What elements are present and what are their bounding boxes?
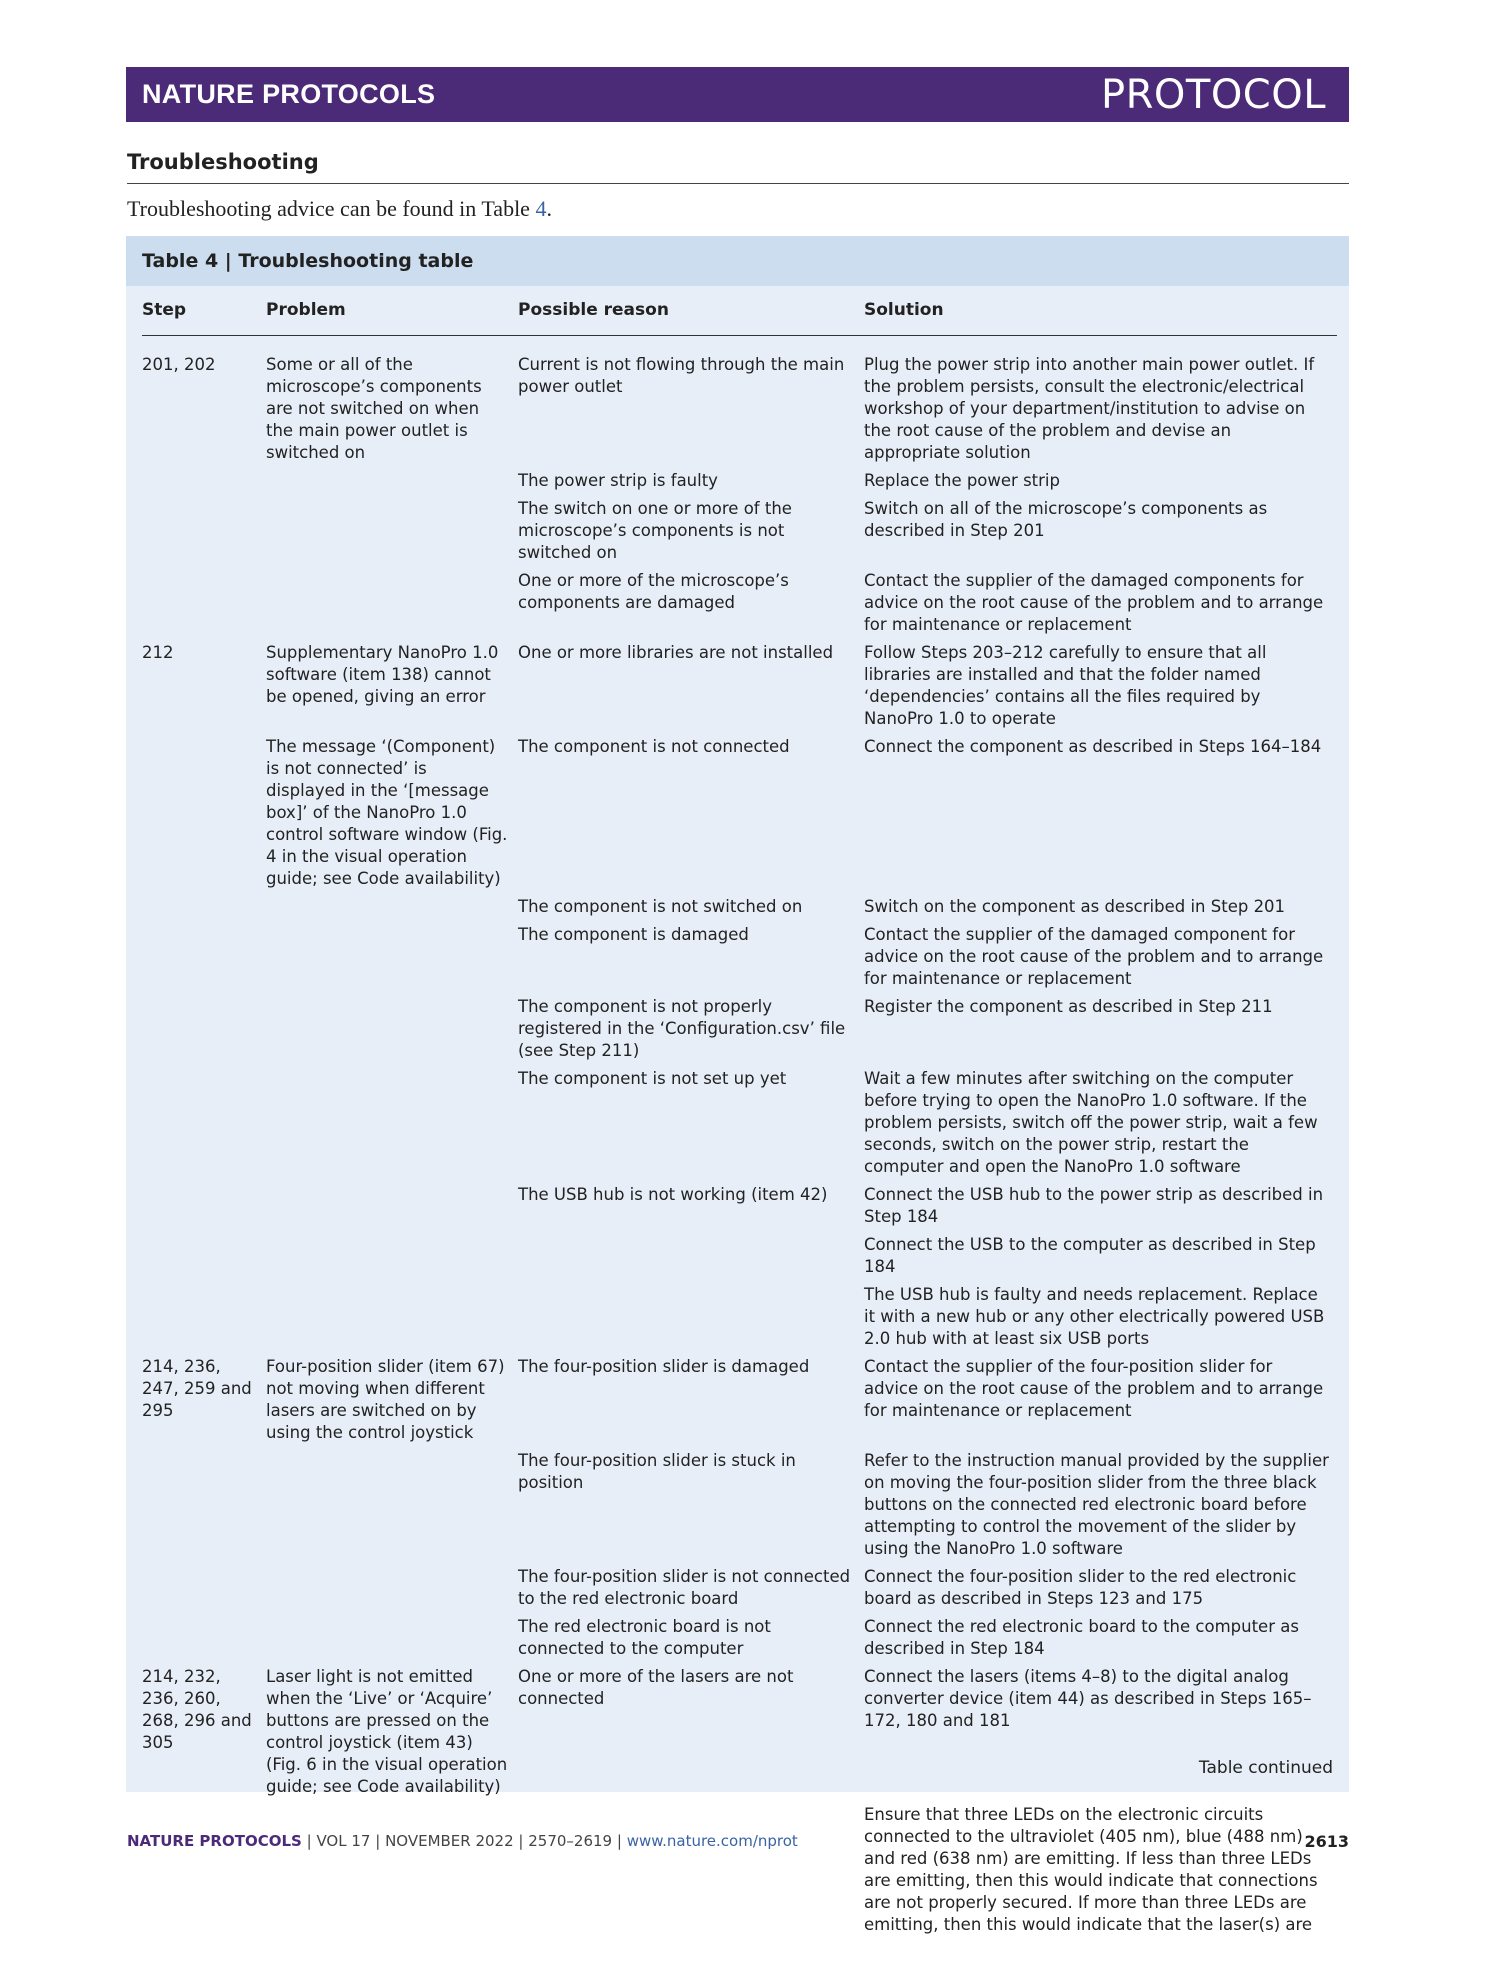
section-title: Troubleshooting (127, 150, 1349, 184)
table-caption (126, 236, 1349, 286)
cell-solution: Switch on all of the microscope’s components as described in Step 201 (864, 499, 1268, 540)
table-row (142, 1184, 1337, 1234)
cell-step (142, 1804, 266, 1942)
cell-problem (266, 1450, 518, 1566)
footer-citation (127, 1832, 798, 1851)
cell-problem (266, 1804, 518, 1942)
cell-solution: Replace the power strip (864, 471, 1060, 490)
table-row (142, 1666, 1337, 1804)
cell-solution: Connect the red electronic board to the computer as described in Step 184 (864, 1617, 1299, 1658)
cell-step (142, 1284, 266, 1356)
cell-problem (266, 924, 518, 996)
cell-solution: Ensure that three LEDs on the electronic circuits connected to the ultraviolet (405 nm), blue (488 nm) and red (638 nm) are emitting. If less than three LEDs are emitting, then this would indicate that connections are not properly secured. If more than three LEDs are emitting, then this would indicate that the laser(s) are (864, 1805, 1318, 1934)
cell-step: 212 (142, 643, 174, 662)
cell-solution: Plug the power strip into another main power outlet. If the problem persists, consult the electronic/electrical workshop of your department/institution to advise on the root cause of the problem and devise an appropriate solution (864, 355, 1315, 462)
cell-reason: The power strip is faulty (518, 471, 718, 490)
cell-reason: The component is not set up yet (518, 1069, 787, 1088)
cell-problem (266, 570, 518, 642)
cell-reason: The switch on one or more of the microscope’s components is not switched on (518, 499, 792, 562)
cell-problem: Supplementary NanoPro 1.0 software (item 138) cannot be opened, giving an error (266, 643, 499, 706)
journal-name: NATURE PROTOCOLS (142, 79, 436, 109)
cell-solution: Refer to the instruction manual provided by the supplier on moving the four-position slider from the three black buttons on the connected red electronic board before attempting to control the movement of the slider by using the NanoPro 1.0 software (864, 1451, 1329, 1558)
footer-sep-2: | (370, 1832, 386, 1850)
footer-pages: 2570–2619 (528, 1832, 613, 1850)
column-header-step: Step (142, 286, 266, 336)
table-row (142, 736, 1337, 896)
cell-reason: The red electronic board is not connected to the computer (518, 1617, 771, 1658)
table-row (142, 996, 1337, 1068)
cell-step (142, 470, 266, 498)
column-header-solution: Solution (864, 286, 1337, 336)
cell-solution: Connect the USB to the computer as described in Step 184 (864, 1235, 1316, 1276)
cell-step (142, 1566, 266, 1616)
article-type: PROTOCOL (1100, 71, 1326, 118)
cell-reason: The component is damaged (518, 925, 749, 944)
cell-solution: Contact the supplier of the damaged component for advice on the root cause of the problem and to arrange for maintenance or replacement (864, 925, 1324, 988)
cell-problem: The message ‘(Component) is not connected’ is displayed in the ‘[message box]’ of the NanoPro 1.0 control software window (Fig. 4 in the visual operation guide; see Code availability) (266, 737, 508, 888)
cell-reason (518, 1804, 864, 1942)
cell-solution: Register the component as described in Step 211 (864, 997, 1273, 1016)
cell-reason: The four-position slider is stuck in position (518, 1451, 796, 1492)
cell-step (142, 996, 266, 1068)
table-title: Troubleshooting table (238, 250, 474, 272)
cell-step: 201, 202 (142, 355, 216, 374)
cell-reason (518, 1284, 864, 1356)
table-grid (142, 286, 1337, 1942)
cell-solution: Wait a few minutes after switching on the computer before trying to open the NanoPro 1.0 software. If the problem persists, switch off the power strip, wait a few seconds, switch on the power strip, restart the computer and open the NanoPro 1.0 software (864, 1069, 1318, 1176)
cell-reason (518, 1234, 864, 1284)
cell-problem (266, 1234, 518, 1284)
cell-solution: Connect the four-position slider to the red electronic board as described in Steps 123 and 175 (864, 1567, 1297, 1608)
page-footer (127, 1832, 1349, 1851)
cell-problem: Some or all of the microscope’s components are not switched on when the main power outlet is switched on (266, 355, 482, 462)
cell-reason: One or more of the lasers are not connected (518, 1667, 794, 1708)
cell-step (142, 570, 266, 642)
table-row (142, 470, 1337, 498)
table-row (142, 896, 1337, 924)
table-reference-link[interactable]: 4 (535, 196, 547, 221)
cell-step (142, 1068, 266, 1184)
table-caption-separator: | (218, 250, 239, 272)
cell-step (142, 896, 266, 924)
cell-solution: Connect the lasers (items 4–8) to the digital analog converter device (item 44) as described in Steps 165–172, 180 and 181 (864, 1667, 1312, 1730)
cell-problem: Four-position slider (item 67) not moving when different lasers are switched on by using the control joystick (266, 1357, 505, 1442)
table-row (142, 1566, 1337, 1616)
cell-step (142, 1234, 266, 1284)
table-row (142, 1450, 1337, 1566)
table-continued-note: Table continued (1198, 1758, 1333, 1778)
cell-step: 214, 232, 236, 260, 268, 296 and 305 (142, 1667, 252, 1752)
cell-problem (266, 996, 518, 1068)
cell-solution: Connect the component as described in Steps 164–184 (864, 737, 1322, 756)
table-row (142, 1804, 1337, 1942)
footer-journal: NATURE PROTOCOLS (127, 1832, 302, 1850)
cell-solution: The USB hub is faulty and needs replacement. Replace it with a new hub or any other electrically powered USB 2.0 hub with at least six USB ports (864, 1285, 1325, 1348)
cell-problem (266, 498, 518, 570)
cell-reason: The component is not properly registered in the ‘Configuration.csv’ file (see Step 211) (518, 997, 846, 1060)
page-number: 2613 (1304, 1832, 1349, 1851)
cell-problem (266, 1616, 518, 1666)
table-body (142, 336, 1337, 1943)
cell-solution: Connect the USB hub to the power strip as described in Step 184 (864, 1185, 1324, 1226)
table-row (142, 1356, 1337, 1450)
cell-step (142, 924, 266, 996)
table-row (142, 642, 1337, 736)
cell-step (142, 736, 266, 896)
journal-banner (126, 67, 1349, 122)
footer-volume: VOL 17 (316, 1832, 371, 1850)
cell-solution: Contact the supplier of the four-position slider for advice on the root cause of the problem and to arrange for maintenance or replacement (864, 1357, 1324, 1420)
cell-problem: Laser light is not emitted when the ‘Live’ or ‘Acquire’ buttons are pressed on the control joystick (item 43) (Fig. 6 in the visual operation guide; see Code availability) (266, 1667, 508, 1796)
table-row (142, 336, 1337, 471)
cell-solution: Follow Steps 203–212 carefully to ensure that all libraries are installed and that the folder named ‘dependencies’ contains all the files required by NanoPro 1.0 to operate (864, 643, 1267, 728)
cell-reason: The USB hub is not working (item 42) (518, 1185, 828, 1204)
column-header-reason: Possible reason (518, 286, 864, 336)
intro-text: Troubleshooting advice can be found in Table (127, 196, 536, 221)
table-header-row (142, 286, 1337, 336)
cell-problem (266, 896, 518, 924)
cell-step (142, 1184, 266, 1234)
cell-reason: One or more libraries are not installed (518, 643, 834, 662)
table-row (142, 1234, 1337, 1284)
table-label: Table 4 (142, 250, 219, 272)
table-row (142, 1284, 1337, 1356)
cell-problem (266, 1284, 518, 1356)
cell-solution: Contact the supplier of the damaged components for advice on the root cause of the problem and to arrange for maintenance or replacement (864, 571, 1324, 634)
footer-sep-4: | (612, 1832, 627, 1850)
intro-end: . (546, 196, 552, 221)
cell-problem (266, 1566, 518, 1616)
cell-step (142, 1450, 266, 1566)
cell-solution: Switch on the component as described in Step 201 (864, 897, 1286, 916)
cell-problem (266, 1068, 518, 1184)
footer-url-link[interactable]: www.nature.com/nprot (626, 1832, 798, 1850)
footer-date: NOVEMBER 2022 (385, 1832, 514, 1850)
cell-step: 214, 236, 247, 259 and 295 (142, 1357, 252, 1420)
table-row (142, 1068, 1337, 1184)
table-row (142, 924, 1337, 996)
cell-step (142, 1616, 266, 1666)
cell-reason: One or more of the microscope’s components are damaged (518, 571, 789, 612)
cell-step (142, 498, 266, 570)
cell-reason: The component is not switched on (518, 897, 803, 916)
cell-problem (266, 470, 518, 498)
footer-sep-1: | (301, 1832, 317, 1850)
column-header-problem: Problem (266, 286, 518, 336)
intro-paragraph (127, 196, 552, 222)
cell-problem (266, 1184, 518, 1234)
cell-reason: The four-position slider is damaged (518, 1357, 810, 1376)
footer-sep-3: | (513, 1832, 529, 1850)
cell-reason: Current is not flowing through the main power outlet (518, 355, 845, 396)
table-row (142, 498, 1337, 570)
cell-reason: The four-position slider is not connected to the red electronic board (518, 1567, 851, 1608)
table-row (142, 1616, 1337, 1666)
cell-reason: The component is not connected (518, 737, 790, 756)
table-row (142, 570, 1337, 642)
